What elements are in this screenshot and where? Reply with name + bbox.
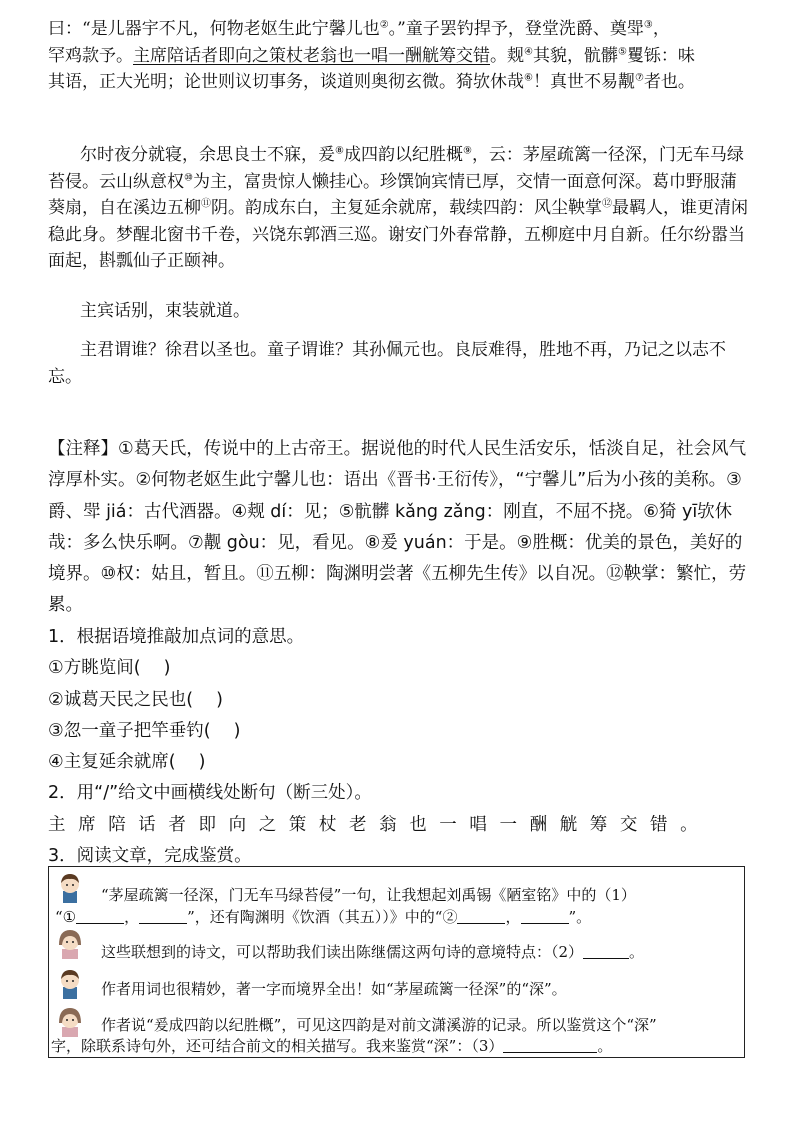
text-run: 最羁人，谁更清闲稳此身。梦醒北窗书千卷，兴饶东郭酒三巡。谢安门外春常静，五柳庭中月自新。任尔纷嚣当面起，斟瓢仙子正颐神。: [48, 198, 748, 271]
passage-paragraph-4: 主君谓谁？徐君以圣也。童子谓谁？其孙佩元也。良辰难得，胜地不再，乃记之以志不忘。: [48, 340, 726, 387]
passage-paragraph-1: [48, 16, 748, 96]
footnote-mark: ⑥: [524, 72, 533, 84]
dialogue-text: ”，还有陶渊明《饮酒（其五））》中的“②: [187, 908, 458, 926]
text-run: 其貌，骯髒: [532, 45, 618, 66]
footnote-mark: ⑨: [462, 145, 472, 157]
text-run: 其语，正大光明；论世则议切事务，谈道则奥彻玄微。猗欤休哉: [48, 72, 524, 92]
dialogue-line-1: [101, 885, 741, 907]
dialogue-text: 作者说“爰成四韵以纪胜概”，可见这四韵是对前文潇溪游的记录。所以鉴赏这个“深”: [101, 1016, 657, 1034]
answer-blank[interactable]: [76, 907, 124, 924]
footnote-mark: ⑤: [617, 45, 627, 57]
dialogue-text: ”。: [568, 908, 592, 926]
dialogue-text: ，: [124, 908, 140, 926]
dialogue-text: 字，除联系诗句外，还可结合前文的相关描写。我来鉴赏“深”：（3）: [51, 1037, 504, 1055]
dialogue-text: 。: [629, 943, 645, 961]
footnote-mark: ⑩: [184, 171, 193, 183]
dialogue-box: [48, 866, 745, 1058]
passage-line: [48, 69, 748, 96]
text-run: 者也。: [643, 72, 695, 92]
text-run: 。”童子罢钓捍予，登堂洗爵、奠斝: [388, 19, 644, 39]
footnote-mark: ⑧: [335, 145, 344, 157]
text-run: 矍铄：味: [626, 45, 695, 66]
text-run: 曰：“是儿器宇不凡，何物老妪生此宁馨儿也: [48, 19, 380, 39]
boy-avatar-icon: [55, 967, 85, 999]
text-run: 尔时夜分就寝，余思良士不寐，爰: [80, 145, 335, 165]
text-run: 阴。韵成东白，主复延余就席，载续四韵：风尘鞅掌: [211, 198, 602, 218]
dialogue-line-4b: [51, 1036, 741, 1058]
dialogue-line-2: [101, 942, 741, 964]
question-2: 2．用“/”给文中画横线处断句（断三处）。: [48, 783, 372, 804]
underlined-sentence: 主席陪话者即向之策杖老翁也一唱一酬觥筹交错: [133, 45, 490, 66]
annotation-notes: 【注释】①葛天氏，传说中的上古帝王。据说他的时代人民生活安乐，恬淡自足，社会风气淳厚朴实。②何物老妪生此宁馨儿也：语出《晋书·王衍传》，“宁馨儿”后为小孩的美称。③爵、斝 jiá：古代酒器。④觌 dí：见；⑤骯髒 kǎng zǎng：刚直，不屈不挠。⑥猗 yī欤休哉：多么快乐啊。⑦觏 gòu：见，看见。⑧爰 yuán：于是。⑨胜概：优美的景色，美好的境界。⑩权：姑且，暂且。⑪五柳：陶渊明尝著《五柳先生传》以自况。⑫鞅掌：繁忙，劳累。: [48, 439, 747, 616]
dialogue-line-4: [101, 1015, 741, 1037]
answer-blank[interactable]: [583, 942, 629, 959]
question-1-item-4: ④主复延余就席( ): [48, 752, 206, 773]
passage-paragraph-3: 主宾话别，束装就道。: [80, 301, 250, 321]
dialogue-text: ，: [505, 908, 521, 926]
text-run: ，云：茅屋疏篱一径深，门无车马绿苔侵。云山纵意权: [48, 145, 744, 192]
dialogue-text: 这些联想到的诗文，可以帮助我们读出陈继儒这两句诗的意境特点：（2）: [101, 943, 584, 961]
boy-avatar-icon: [55, 871, 85, 903]
footnote-mark: ⑫: [602, 198, 612, 210]
dialogue-line-3: [101, 979, 741, 1001]
text-run: 。觌: [490, 45, 524, 66]
questions-section: [48, 622, 748, 872]
question-1-item-3: ③忽一童子把竿垂钓( ): [48, 720, 241, 741]
answer-blank[interactable]: [457, 907, 505, 924]
text-run: ！真世不易觏: [532, 72, 635, 92]
passage-line: [48, 16, 748, 43]
dialogue-line-1b: [55, 907, 741, 929]
footnote-mark: ⑪: [201, 198, 211, 210]
footnote-mark: ②: [379, 19, 389, 31]
text-run: ，: [652, 19, 670, 39]
question-1: 1．根据语境推敲加点词的意思。: [48, 627, 305, 647]
dialogue-text: 作者用词也很精妙，著一字而境界全出！如“茅屋疏篱一径深”的“深”。: [101, 980, 567, 998]
question-3: 3．阅读文章，完成鉴赏。: [48, 846, 252, 867]
text-run: 成四韵以纪胜概: [343, 145, 463, 165]
dialogue-text: “①: [55, 908, 77, 926]
answer-blank[interactable]: [503, 1036, 597, 1053]
passage-line: [48, 43, 748, 70]
answer-blank[interactable]: [139, 907, 187, 924]
question-2-sentence: 主席陪话者即向之策杖老翁也一唱一酬觥筹交错。: [48, 814, 711, 835]
footnote-mark: ⑦: [634, 72, 644, 84]
girl-avatar-icon: [55, 1005, 85, 1037]
footnote-mark: ③: [643, 19, 653, 31]
dialogue-text: 。: [597, 1037, 613, 1055]
text-run: 为主，富贵惊人懒挂心。珍馔饷宾情已厚，交情一面意何深。葛巾野服蒲葵扇，自在溪边五柳: [48, 171, 737, 218]
question-1-item-2: ②诚葛天民之民也( ): [48, 689, 223, 710]
dialogue-text: “茅屋疏篱一径深，门无车马绿苔侵”一句，让我想起刘禹锡《陋室铭》中的（1）: [101, 886, 636, 904]
text-run: 罕鸡款予。: [48, 45, 133, 66]
footnote-mark: ④: [524, 45, 533, 57]
answer-blank[interactable]: [521, 907, 569, 924]
girl-avatar-icon: [55, 927, 85, 959]
question-1-item-1: ①方眺览间( ): [48, 658, 171, 679]
passage-paragraph-2: [48, 142, 748, 275]
